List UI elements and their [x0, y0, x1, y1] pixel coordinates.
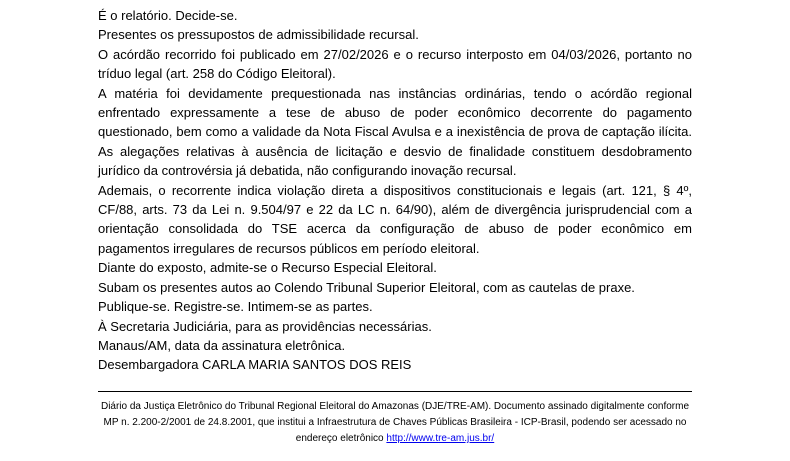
document-body [98, 6, 692, 375]
signature-line: Desembargadora CARLA MARIA SANTOS DOS REIS [98, 357, 412, 373]
footer-notice [98, 399, 692, 447]
footer-text: Diário da Justiça Eletrônico do Tribunal Regional Eleitoral do Amazonas (DJE/TRE-AM). Documento assinado digitalmente conforme MP n. 2.200-2/2001 de 24.8.2001, que institui a Infraestrutura de Chaves Públicas Brasileira - ICP-Brasil, podendo ser acessado no endereço eletrônico [100, 401, 690, 444]
footer-divider [98, 391, 692, 392]
paragraph-publication: Publique-se. Registre-se. Intimem-se as partes. [98, 299, 373, 315]
paragraph-violation: Ademais, o recorrente indica violação direta a dispositivos constitucionais e legais (art. 121, § 4º, CF/88, arts. 73 da Lei n. 9.504/97 e 22 da LC n. 64/90), além de divergência jurisprudencial com a orientação consolidada do TSE acerca da configuração de abuso de poder econômico em pagamentos irregulares de recursos públicos em período eleitoral. [98, 182, 692, 256]
paragraph-admissibility: Presentes os pressupostos de admissibilidade recursal. [98, 27, 419, 43]
footer-link[interactable]: http://www.tre-am.jus.br/ [386, 433, 495, 444]
paragraph-report: É o relatório. Decide-se. [98, 8, 238, 23]
paragraph-place-date: Manaus/AM, data da assinatura eletrônica. [98, 337, 346, 353]
paragraph-decision: Diante do exposto, admite-se o Recurso Especial Eleitoral. [98, 260, 437, 276]
paragraph-forwarding: Subam os presentes autos ao Colendo Tribunal Superior Eleitoral, com as cautelas de praxe. [98, 279, 635, 295]
paragraph-secretariat: À Secretaria Judiciária, para as providências necessárias. [98, 318, 432, 334]
paragraph-timeliness: O acórdão recorrido foi publicado em 27/02/2026 e o recurso interposto em 04/03/2026, portanto no tríduo legal (art. 258 do Código Eleitoral). [98, 46, 692, 82]
paragraph-prequestioning: A matéria foi devidamente prequestionada nas instâncias ordinárias, tendo o acórdão regional enfrentado expressamente a tese de abuso de poder econômico decorrente do pagamento questionado, bem como a validade da Nota Fiscal Avulsa e a inexistência de prova de captação ilícita. As alegações relativas à ausência de licitação e desvio de finalidade constituem desdobramento jurídico da controvérsia já debatida, não configurando inovação recursal. [98, 85, 692, 179]
